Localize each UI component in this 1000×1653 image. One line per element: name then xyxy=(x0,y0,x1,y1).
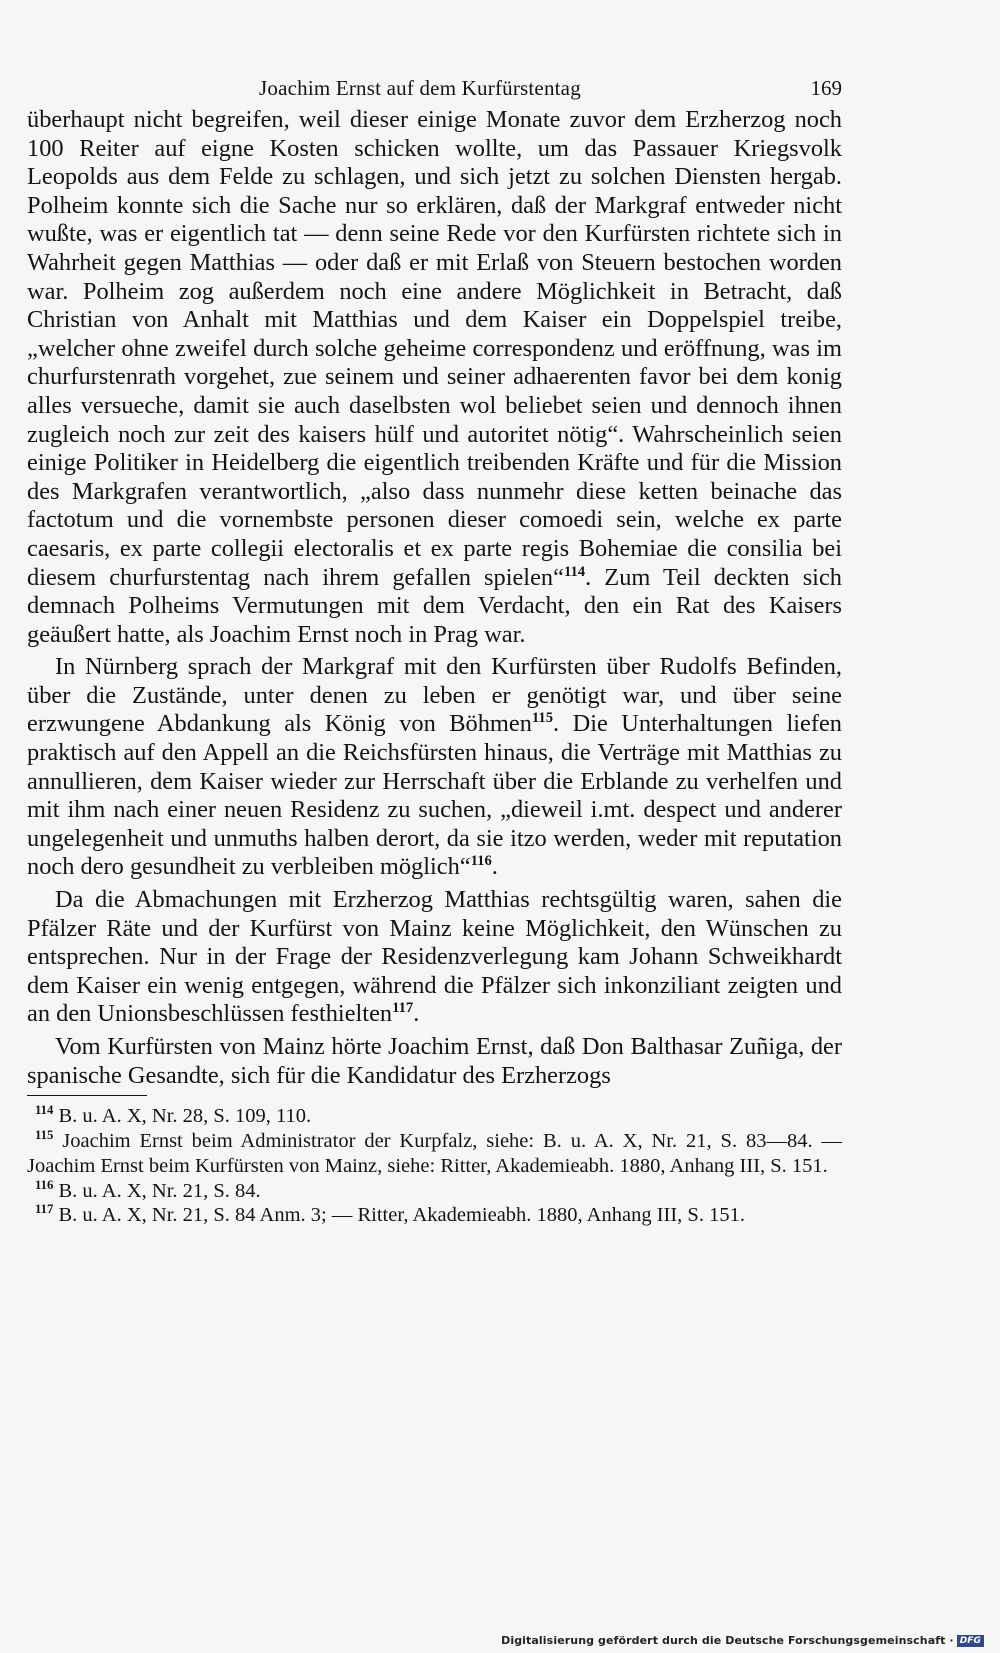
paragraph-4 xyxy=(27,1033,842,1090)
paragraph-1-text-b: . Zum Teil deckten sich demnach Polheims Vermutungen mit dem Verdacht, den ein Rat des Kaisers geäußert hatte, als Joachim Ernst noch in Prag war. xyxy=(27,563,842,648)
paragraph-3 xyxy=(27,886,842,1029)
footnote-number: 117 xyxy=(35,1202,54,1217)
book-page xyxy=(27,70,842,1228)
footnote-115 xyxy=(27,1129,842,1179)
footnote-text: B. u. A. X, Nr. 28, S. 109, 110. xyxy=(58,1105,312,1128)
footnote-number: 116 xyxy=(35,1177,54,1192)
footnote-text: Joachim Ernst beim Administrator der Kurpfalz, siehe: B. u. A. X, Nr. 21, S. 83—84. — Joachim Ernst beim Kurfürsten von Mainz, siehe: Ritter, Akademieabh. 1880, Anhang III, S. 151. xyxy=(27,1129,843,1177)
footnote-text: B. u. A. X, Nr. 21, S. 84 Anm. 3; — Ritter, Akademieabh. 1880, Anhang III, S. 151. xyxy=(58,1204,745,1227)
page-number: 169 xyxy=(810,76,842,100)
running-head xyxy=(27,70,842,106)
paragraph-2 xyxy=(27,653,842,882)
footnote-114 xyxy=(27,1104,842,1129)
paragraph-1 xyxy=(27,106,842,649)
footnote-ref-114[interactable]: 114 xyxy=(563,563,586,580)
paragraph-3-text-b: . xyxy=(413,1000,420,1028)
footnote-number: 115 xyxy=(35,1128,54,1143)
paragraph-4-text-a: Vom Kurfürsten von Mainz hörte Joachim Ernst, daß Don Balthasar Zuñiga, der spanische Gesandte, sich für die Kandidatur des Erzherzogs xyxy=(27,1033,842,1089)
main-text xyxy=(27,106,842,1090)
paragraph-2-text-b: . Die Unterhaltungen liefen praktisch auf den Appell an die Reichsfürsten hinaus, die Verträge mit Matthias zu annullieren, dem Kaiser wieder zur Herrschaft über die Erblande zu verhelfen und mit ihm nach einer neuen Residenz zu suchen, „dieweil i.mt. despect und anderer ungelegenheit und unmuths halben derort, da sie itzo werden, weder mit reputation noch dero gesundheit zu verbleiben möglich“ xyxy=(27,710,842,881)
credit-text: Digitalisierung gefördert durch die Deutsche Forschungsgemeinschaft · xyxy=(501,1634,954,1647)
paragraph-3-text-a: Da die Abmachungen mit Erzherzog Matthias rechtsgültig waren, sahen die Pfälzer Räte und der Kurfürst von Mainz keine Möglichkeit, den Wünschen zu entsprechen. Nur in der Frage der Residenzverlegung kam Johann Schweikhardt dem Kaiser ein wenig entgegen, während die Pfälzer sich inkonziliant zeigten und an den Unionsbeschlüssen festhielten xyxy=(27,886,842,1028)
footnote-116 xyxy=(27,1179,842,1204)
footnote-separator xyxy=(27,1095,147,1096)
footnote-ref-116[interactable]: 116 xyxy=(470,853,492,870)
footnote-text: B. u. A. X, Nr. 21, S. 84. xyxy=(58,1179,261,1202)
digitization-credit xyxy=(501,1634,984,1647)
footnote-ref-117[interactable]: 117 xyxy=(392,1000,414,1017)
paragraph-2-text-c: . xyxy=(491,853,498,881)
footnotes xyxy=(27,1104,842,1228)
footnote-117 xyxy=(27,1203,842,1228)
dfg-logo-icon: DFG xyxy=(957,1635,984,1647)
footnote-ref-115[interactable]: 115 xyxy=(531,710,554,727)
paragraph-1-text-a: überhaupt nicht begreifen, weil dieser einige Monate zuvor dem Erzherzog noch 100 Reiter auf eigne Kosten schicken wollte, um das Passauer Kriegsvolk Leopolds aus dem Felde zu schlagen, und sich jetzt zu solchen Diensten hergab. Polheim konnte sich die Sache nur so erklären, daß der Markgraf entweder nicht wußte, was er eigentlich tat — denn seine Rede vor den Kurfürsten richtete sich in Wahrheit gegen Matthias — oder daß er mit Erlaß von Steuern bestochen worden war. Polheim zog außerdem noch eine andere Möglichkeit in Betracht, daß Christian von Anhalt mit Matthias und dem Kaiser ein Doppelspiel treibe, „welcher ohne zweifel durch solche geheime correspondenz und eröffnung, was im churfurstenrath vorgehet, zue seinem und seiner adhaerenten favor bei dem konig alles versueche, damit sie auch daselbsten wol beliebet seien und dennoch ihnen zugleich noch zur zeit des kaisers hülf und autoritet nötig“. Wahrscheinlich seien einige Politiker in Heidelberg die eigentlich treibenden Kräfte und für die Mission des Markgrafen verantwortlich, „also dass nunmehr diese ketten beinache das factotum und die vornembste personen dieser comoedi sein, welche ex parte caesaris, ex parte collegii electoralis et ex parte regis Bohemiae die consilia bei diesem churfurstentag nach ihrem gefallen spielen“ xyxy=(27,106,842,591)
running-title: Joachim Ernst auf dem Kurfürstentag xyxy=(259,76,581,100)
footnote-number: 114 xyxy=(35,1103,54,1118)
paragraph-2-text-a: In Nürnberg sprach der Markgraf mit den Kurfürsten über Rudolfs Befinden, über die Zustände, unter denen zu leben er genötigt war, und über seine erzwungene Abdankung als König von Böhmen xyxy=(27,653,842,738)
